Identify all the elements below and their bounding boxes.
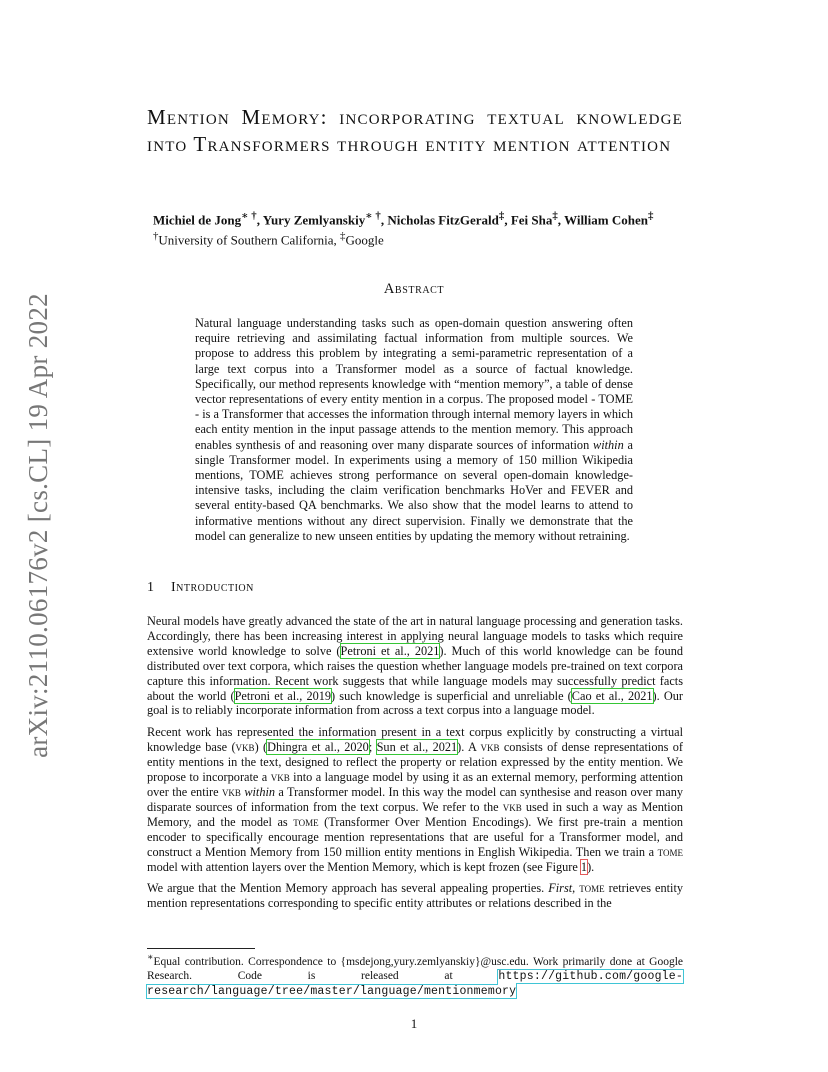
section-heading-introduction	[147, 580, 254, 596]
paragraph	[147, 881, 683, 911]
text-run: ). Our goal is to reliably incorporate information from across a text corpus into a language model.	[147, 688, 683, 718]
author-name: Yury Zemlyanskiy	[262, 212, 366, 228]
text-run: ). Much of this world knowledge can be found distributed over text corpora, which raises the question whether language models pre-trained on text corpora capture this information. Recent work suggests that while language models may successfully predict facts about the world (	[147, 643, 683, 703]
abstract-part: Natural language understanding tasks such as open-domain question answering often require retrieving and assimilating factual information from multiple sources. We propose to address this problem by integrating a semi-parametric representation of a large text corpus into a Transformer model as a source of factual knowledge. Specifically, our method represents knowledge with “mention memory”, a table of dense vector representations of every entity mention in a corpus. The proposed model -	[195, 316, 633, 407]
text-run: model with attention layers over the Mention Memory, which is kept frozen (see Figure	[147, 859, 581, 874]
arxiv-sidebar-stamp	[8, 290, 68, 760]
paragraph	[147, 614, 683, 718]
author-name: William Cohen	[564, 212, 648, 228]
arxiv-identifier: arXiv:2110.06176v2 [cs.CL] 19 Apr 2022	[22, 292, 53, 758]
text-run: Recent work has represented the information present in a text corpus explicitly by constructing a virtual knowledge base (	[147, 725, 683, 755]
citation-link[interactable]: Cao et al., 2021	[571, 688, 653, 703]
model-name: tome	[293, 814, 319, 829]
text-run: ;	[368, 740, 377, 755]
author-mark: ∗ †	[365, 210, 381, 222]
abstract-part: a single Transformer model. In experiments using a memory of 150 million Wikipedia mentions,	[195, 437, 633, 483]
abstract-part: achieves strong performance on several open-domain knowledge-intensive tasks, including the claim verification benchmarks HoVer and FEVER and several entity-based QA benchmarks. We also show that the model learns to attend to informative mentions without any direct supervision. Finally we demonstrate that the model can generalize to new unseen entities by updating the memory without retraining.	[195, 468, 633, 543]
acronym: vkb	[221, 784, 241, 799]
acronym: vkb	[480, 740, 500, 755]
text-run: We argue that the Mention Memory approach has several appealing properties.	[147, 881, 549, 896]
author-affiliations	[153, 228, 693, 248]
author-block	[153, 208, 693, 249]
text-run: ,	[572, 881, 580, 896]
text-run: ).	[587, 859, 595, 874]
text-run: retrieves entity mention representations corresponding to specific entity attributes or relations described in the	[147, 881, 684, 911]
footnote	[147, 951, 683, 999]
code-url-link[interactable]: https://github.com/google-research/language/tree/master/language/mentionmemory	[147, 969, 683, 998]
acronym: vkb	[270, 770, 290, 785]
abstract-text	[195, 316, 633, 544]
acronym: vkb	[502, 799, 522, 814]
footnote-text: Equal contribution. Correspondence to {msdejong,yury.zemlyanskiy}@usc.edu. Work primarily done at Google Research. Code is released at	[147, 955, 683, 982]
footnote-divider	[147, 948, 255, 949]
affiliation: Google	[345, 232, 384, 248]
citation-link[interactable]: Petroni et al., 2019	[234, 688, 332, 703]
text-run: ). A	[457, 740, 481, 755]
author-name: Nicholas FitzGerald	[387, 212, 499, 228]
text-run: used in such a way as Mention Memory, and the model as	[147, 799, 683, 829]
text-run: Neural models have greatly advanced the state of the art in natural language processing and generation tasks. Accordingly, there has been increasing interest in applying neural language models to tasks which require extensive world knowledge to solve (	[147, 614, 683, 658]
introduction-body	[147, 614, 683, 918]
citation-link[interactable]: Dhingra et al., 2020	[267, 740, 369, 755]
author-mark: ∗ †	[241, 210, 257, 222]
text-run: a Transformer model. In this way the model can synthesise and reason over many disparate sources of information from the text corpus. We refer to the	[147, 784, 683, 814]
figure-reference-link[interactable]: 1	[580, 859, 588, 874]
acronym: vkb	[235, 740, 255, 755]
citation-link[interactable]: Sun et al., 2021	[376, 740, 458, 755]
text-run: (Transformer Over Mention Encodings). We first pre-train a mention encoder to specifically encourage mention representations that are useful for a Transformer model, and construct a Mention Memory from 150 million entity mentions in English Wikipedia. Then we train a	[147, 814, 683, 859]
author-name: Michiel de Jong	[153, 212, 242, 228]
text-run: consists of dense representations of entity mentions in the text, designed to reflect the property or relation expressed by the entity mention. We propose to incorporate a	[147, 740, 683, 785]
model-name: tome	[657, 844, 683, 859]
paragraph	[147, 725, 683, 874]
model-name: TOME	[249, 468, 284, 483]
emphasis: within	[244, 784, 276, 799]
author-name: Fei Sha	[510, 212, 553, 228]
text-run: ) such knowledge is superficial and unreliable (	[331, 688, 572, 703]
section-number: 1	[147, 580, 155, 595]
section-title: Introduction	[171, 580, 254, 595]
abstract-part: - is a Transformer that accesses the information through internal memory layers in which each entity mention in the input passage attends to the mention memory. This approach enables synthesis of and reasoning over many disparate sources of information	[195, 407, 633, 452]
author-mark: ‡	[647, 210, 654, 222]
citation-link[interactable]: Petroni et al., 2021	[340, 643, 440, 658]
author-mark: ‡	[498, 210, 505, 222]
page-number: 1	[410, 1016, 418, 1031]
emphasis: within	[593, 437, 624, 452]
model-name: TOME	[598, 392, 633, 407]
author-mark: ‡	[552, 210, 558, 222]
affiliation-mark: ‡	[340, 230, 346, 243]
emphasis: First	[548, 881, 573, 896]
abstract-heading: Abstract	[383, 281, 445, 297]
model-name: tome	[579, 881, 605, 896]
author-names: Michiel de Jong∗ †, Yury Zemlyanskiy∗ †, Nicholas FitzGerald‡, Fei Sha‡, William Cohen‡	[153, 210, 654, 228]
affiliation-mark: †	[153, 230, 159, 243]
paper-title: Mention Memory: incorporating textual knowledge into Transformers through entity mention attention	[147, 105, 683, 156]
affiliation: University of Southern California,	[158, 232, 341, 248]
text-run: ) (	[254, 740, 268, 755]
footnote-mark: ∗	[147, 952, 154, 963]
text-run: into a language model by using it as an external memory, performing attention over the entire	[147, 770, 684, 799]
